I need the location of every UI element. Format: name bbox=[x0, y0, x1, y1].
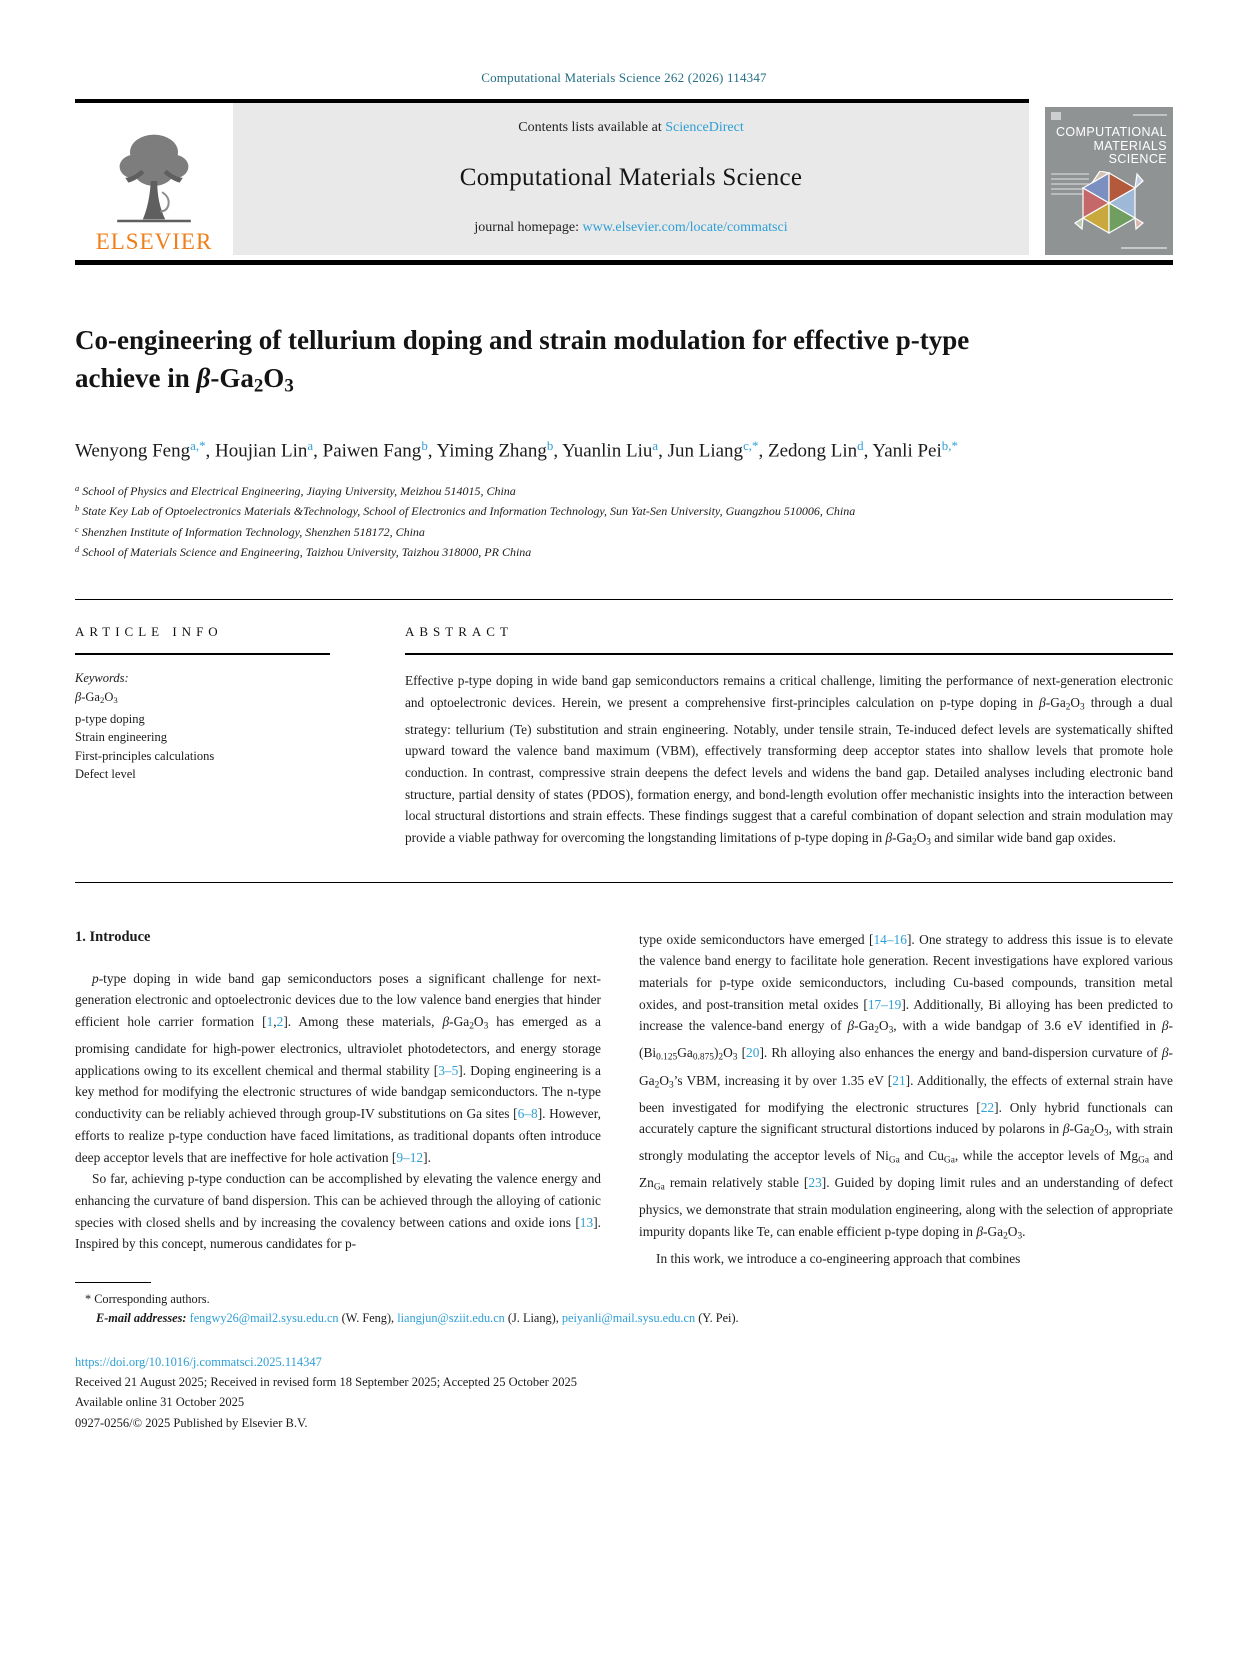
available-online: Available online 31 October 2025 bbox=[75, 1395, 245, 1410]
inline-link[interactable]: 2 bbox=[276, 1014, 284, 1030]
cover-topline bbox=[1051, 112, 1167, 120]
article-info-heading: ARTICLE INFO bbox=[75, 624, 330, 655]
inline-link[interactable]: 13 bbox=[579, 1214, 594, 1230]
abstract-text: Effective p-type doping in wide band gap semiconductors remains a critical challenge, limiting the performance of next-generation electronic and optoelectronic devices. Herein, we present a comprehensive first-principles calculation on p-type doping in β-Ga2O3 through a dual strategy: tellurium (Te) substitution and strain engineering. Notably, under tensile strain, Te-induced defect levels are systematically shifted upward toward the valence band maximum (VBM), effectively transforming deep acceptor states into shallow levels that promote hole conduction. In contrast, compressive strain deepens the defect levels and widens the band gap. Detailed analyses including electronic band structure, partial density of states (PDOS), formation energy, and bond-length evolution offer mechanistic insights into the interaction between local structural distortions and strain effects. These findings suggest that a careful combination of dopant selection and strain modulation may provide a viable pathway for overcoming the longstanding limitations of p-type doping in β-Ga2O3 and similar wide band gap oxides. bbox=[405, 673, 1173, 848]
body-paragraph: p-type doping in wide band gap semiconductors poses a significant challenge for next-generation electronic and optoelectronic devices due to the low valence band energies that hinder efficient hole carrier formation [1,2]. Among these materials, β-Ga2O3 has emerged as a promising candidate for high-power electronics, ultraviolet photodetectors, and energy storage applications owing to its excellent chemical and thermal stability [3–5]. Doping engineering is a key method for modifying the electronic structures of wide bandgap semiconductors. The n-type conductivity can be reliably achieved through group-IV substitutions on Ga sites [6–8]. However, efforts to realize p-type conduction have faced limitations, as traditional dopants often introduce deep acceptor levels that are ineffective for hole activation [9–12]. bbox=[75, 970, 602, 1165]
cover-tiny-text bbox=[1133, 114, 1167, 116]
cover-collage-icon bbox=[1074, 171, 1144, 237]
body-paragraph: So far, achieving p-type conduction can be accomplished by elevating the valence energy and enhancing the curvature of band dispersion. This can be achieved through the alloying of cationic species with closed shells and by increasing the covalency between cations and oxide ions [13]. Inspired by this concept, numerous candidates for p- bbox=[75, 1171, 601, 1252]
sciencedirect-link[interactable]: ScienceDirect bbox=[665, 120, 744, 135]
author-superscript: d bbox=[857, 437, 864, 453]
elsevier-wordmark: ELSEVIER bbox=[95, 229, 213, 254]
author-superscript: a,* bbox=[190, 437, 206, 453]
author-superscript: b,* bbox=[941, 437, 958, 453]
inline-link[interactable]: 1 bbox=[266, 1014, 274, 1030]
cover-logo-mark bbox=[1051, 112, 1061, 120]
journal-citation: Computational Materials Science 262 (2026) 114347 bbox=[481, 70, 767, 85]
inline-link[interactable]: 22 bbox=[980, 1099, 995, 1115]
banner-bottom-rule bbox=[75, 260, 1173, 265]
banner-gray-panel bbox=[233, 103, 1029, 255]
authors-line: Wenyong Feng$^{a,*}$, Houjian Lin$^a$, Paiwen Fang$^b$, Yiming Zhang$^b$, Yuanlin Liu$^a$, Jun Liang$^{c,*}$, Zedong Lin$^d$, Yanli Pei$^{b,*}$ bbox=[75, 437, 958, 462]
elsevier-logo bbox=[75, 103, 233, 255]
body-paragraph: type oxide semiconductors have emerged [14–16]. One strategy to address this issue is to elevate the valence band energy to facilitate hole generation. Recent investigations have explored various materials for p-type oxide semiconductors, including Cu-based compounds, transition metal oxides, and post-transition metal oxides [17–19]. Additionally, Bi alloying has been predicted to increase the valence-band energy of β-Ga2O3, with a wide bandgap of 3.6 eV identified in β-(Bi0.125Ga0.875)2O3 [20]. Rh alloying also enhances the energy and band-dispersion curvature of β-Ga2O3’s VBM, increasing it by over 1.35 eV [21]. Additionally, the effects of external strain have been investigated for modifying the electronic structures [22]. Only hybrid functionals can accurately capture the significant structural distortions induced by polarons in β-Ga2O3, with strain strongly modulating the acceptor levels of NiGa and CuGa, while the acceptor levels of MgGa and ZnGa remain relatively stable [23]. Guided by doping limit rules and an understanding of defect physics, we demonstrate that strain modulation engineering, along with the selection of appropriate impurity dopants like Te, can enable efficient p-type doping in β-Ga2O3. bbox=[639, 931, 1174, 1242]
affiliation-item: $^d$ School of Materials Science and Engineering, Taizhou University, Taizhou 318000, PR China bbox=[75, 544, 532, 559]
inline-link[interactable]: liangjun@sziit.edu.cn bbox=[397, 1310, 505, 1325]
inline-link[interactable]: 21 bbox=[892, 1072, 906, 1088]
journal-banner bbox=[75, 99, 1173, 255]
author-superscript: b bbox=[546, 437, 554, 453]
journal-cover-thumbnail bbox=[1045, 107, 1173, 255]
keywords-label: Keywords: bbox=[75, 671, 129, 686]
author-superscript: a bbox=[307, 437, 314, 453]
author-superscript: b bbox=[421, 437, 428, 453]
homepage-line bbox=[474, 220, 787, 236]
body-left-column bbox=[75, 929, 601, 1270]
footer-block bbox=[75, 1352, 1173, 1434]
inline-link[interactable]: 23 bbox=[808, 1175, 822, 1191]
inline-link[interactable]: fengwy26@mail2.sysu.edu.cn bbox=[189, 1310, 339, 1325]
banner-main bbox=[75, 103, 1029, 255]
email-addresses-line: E-mail addresses: fengwy26@mail2.sysu.edu.cn (W. Feng), liangjun@sziit.edu.cn (J. Liang), peiyanli@mail.sysu.edu.cn (Y. Pei). bbox=[96, 1310, 739, 1325]
inline-link[interactable]: peiyanli@mail.sysu.edu.cn bbox=[561, 1310, 696, 1325]
affiliation-item: $^a$ School of Physics and Electrical Engineering, Jiaying University, Meizhou 514015, China bbox=[75, 483, 516, 498]
affiliation-item: $^b$ State Key Lab of Optoelectronics Materials &Technology, School of Electronics and Information Technology, Sun Yat-Sen University, Guangzhou 510006, China bbox=[75, 504, 856, 519]
footnote-rule bbox=[75, 1282, 151, 1283]
footnote-block bbox=[75, 1282, 1173, 1328]
keyword-item: First-principles calculations bbox=[75, 748, 215, 763]
body-right-column bbox=[639, 929, 1173, 1270]
doi-link[interactable]: https://doi.org/10.1016/j.commatsci.2025.114347 bbox=[75, 1354, 322, 1369]
keyword-item: Defect level bbox=[75, 767, 136, 782]
received-dates: Received 21 August 2025; Received in revised form 18 September 2025; Accepted 25 October 2025 bbox=[75, 1374, 577, 1389]
cover-bottom-text bbox=[1121, 247, 1167, 249]
keyword-item: Strain engineering bbox=[75, 730, 167, 745]
keyword-item: p-type doping bbox=[75, 711, 145, 726]
abstract-column bbox=[405, 624, 1173, 853]
affiliations bbox=[75, 480, 1173, 561]
journal-title: Computational Materials Science bbox=[459, 164, 803, 191]
affiliation-item: $^c$ Shenzhen Institute of Information Technology, Shenzhen 518172, China bbox=[75, 524, 425, 539]
contents-line bbox=[518, 120, 744, 136]
homepage-url-link[interactable]: www.elsevier.com/locate/commatsci bbox=[582, 220, 788, 235]
body-columns bbox=[75, 929, 1173, 1270]
cover-title: COMPUTATIONAL MATERIALS SCIENCE bbox=[1056, 125, 1167, 166]
inline-link[interactable]: 6–8 bbox=[517, 1106, 538, 1122]
banner-left bbox=[75, 99, 1029, 255]
corresponding-authors-note: * Corresponding authors. bbox=[85, 1291, 210, 1306]
section-heading-introduce: 1. Introduce bbox=[75, 928, 151, 945]
inline-link[interactable]: 17–19 bbox=[867, 996, 902, 1012]
inline-link[interactable]: 9–12 bbox=[396, 1149, 424, 1165]
inline-link[interactable]: 20 bbox=[746, 1045, 760, 1061]
homepage-prefix: journal homepage: bbox=[474, 220, 583, 235]
paper-title: Co-engineering of tellurium doping and strain modulation for effective p-type achieve in β-Ga2O3 bbox=[75, 325, 970, 397]
abstract-heading: ABSTRACT bbox=[405, 624, 1173, 655]
keyword-item: β-Ga2O3 bbox=[75, 690, 118, 706]
article-info-column bbox=[75, 624, 330, 853]
elsevier-tree-icon bbox=[106, 125, 202, 229]
contents-prefix: Contents lists available at bbox=[518, 120, 666, 135]
issn-copyright: 0927-0256/© 2025 Published by Elsevier B.V. bbox=[75, 1415, 308, 1430]
author-superscript: c,* bbox=[743, 437, 759, 453]
inline-link[interactable]: 14–16 bbox=[873, 931, 907, 947]
inline-link[interactable]: 3–5 bbox=[438, 1062, 459, 1078]
author-superscript: a bbox=[652, 437, 659, 453]
info-abstract-section bbox=[75, 599, 1173, 882]
body-paragraph: In this work, we introduce a co-engineering approach that combines bbox=[656, 1251, 1021, 1267]
